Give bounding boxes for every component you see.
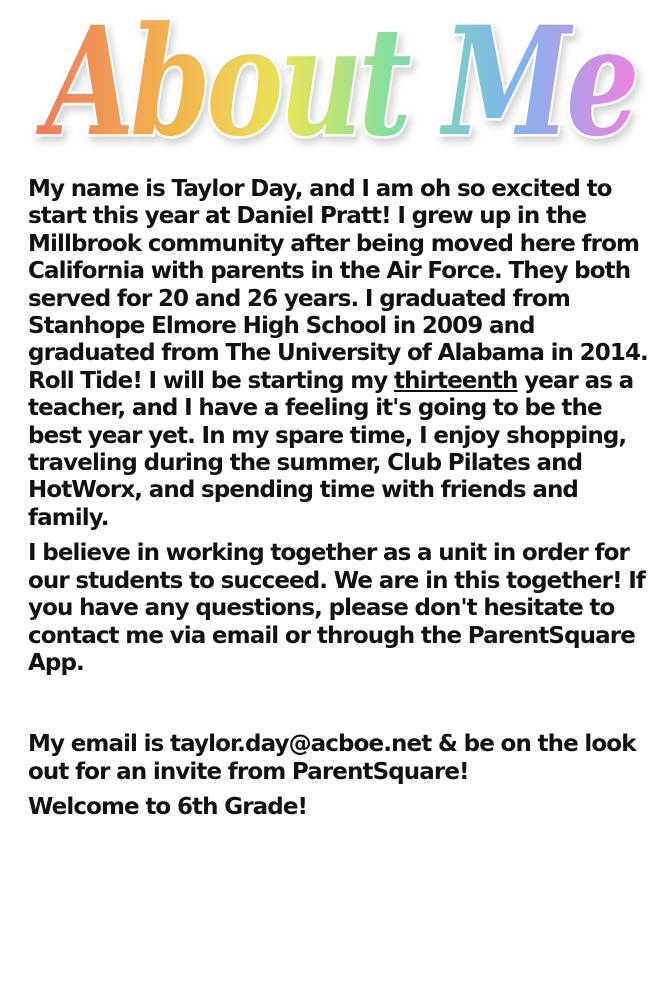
bio-paragraph bbox=[28, 176, 648, 532]
about-me-title bbox=[30, 6, 650, 182]
contact-paragraph: My email is taylor.day@acboe.net & be on the look out for an invite from ParentSquare! bbox=[28, 731, 636, 785]
thirteenth-emphasis: thirteenth bbox=[394, 367, 518, 394]
title-graphic bbox=[30, 6, 650, 182]
about-content bbox=[28, 176, 648, 822]
bio-text-continued: year as a teacher, and I have a feeling it's going to be the best year yet. In my spare time, I enjoy shopping, traveling during the summer, Club Pilates and HotWorx, and spending time with friends and family. bbox=[28, 367, 634, 531]
teamwork-paragraph: I believe in working together as a unit in order for our students to succeed. We are in this together! If you have any questions, please don't hesitate to contact me via email or through the ParentSquare App. bbox=[28, 540, 646, 676]
bio-text: My name is Taylor Day, and I am oh so excited to start this year at Daniel Pratt! I grew up in the Millbrook community after being moved here from California with parents in the Air Force. They both served for 20 and 26 years. I graduated from Stanhope Elmore High School in 2009 and graduated from The University of Alabama in 2014. Roll Tide! I will be starting my bbox=[28, 176, 648, 394]
welcome-line: Welcome to 6th Grade! bbox=[28, 794, 308, 821]
title-text: About Me bbox=[35, 6, 635, 170]
